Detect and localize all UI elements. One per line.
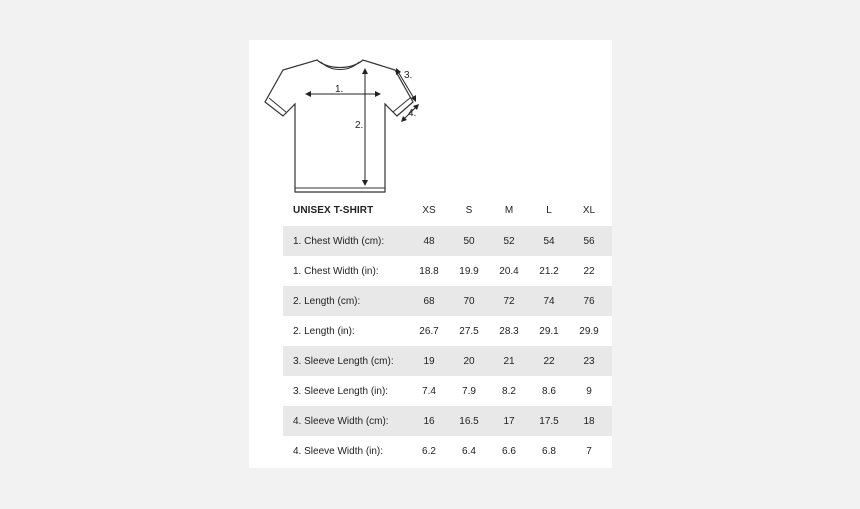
table-row <box>283 346 612 376</box>
table-row <box>283 226 612 256</box>
neck-rib <box>321 62 359 70</box>
table-cell: 54 <box>543 235 555 247</box>
left-sleeve-hem <box>269 98 286 112</box>
table-cell: 29.1 <box>539 325 559 337</box>
table-cell: 70 <box>463 295 475 307</box>
size-header-s: S <box>465 204 473 216</box>
table-row <box>283 286 612 316</box>
table-cell: 8.6 <box>542 385 556 397</box>
table-cell: 21 <box>503 355 515 367</box>
table-cell: 72 <box>503 295 515 307</box>
row-label: 1. Chest Width (cm): <box>293 235 385 247</box>
size-header-xl: XL <box>582 204 596 216</box>
sleeve-length-label: 3. <box>404 70 413 81</box>
row-label: 2. Length (cm): <box>293 295 361 307</box>
table-cell: 52 <box>503 235 515 247</box>
table-cell: 56 <box>583 235 595 247</box>
table-row <box>283 406 612 436</box>
table-cell: 76 <box>583 295 595 307</box>
sleeve-length-arrow-head-a <box>396 68 401 75</box>
table-cell: 7.4 <box>422 385 436 397</box>
table-cell: 17.5 <box>539 415 559 427</box>
table-cell: 6.4 <box>462 445 476 457</box>
length-arrow-bottom-head <box>362 180 368 186</box>
table-row <box>283 256 612 286</box>
table-cell: 6.6 <box>502 445 516 457</box>
table-cell: 20 <box>463 355 475 367</box>
row-label: 3. Sleeve Length (cm): <box>293 355 394 367</box>
table-cell: 6.2 <box>422 445 436 457</box>
row-label: 4. Sleeve Width (in): <box>293 445 384 457</box>
chest-arrow-right-head <box>375 91 381 97</box>
table-cell: 21.2 <box>539 265 559 277</box>
length-arrow-top-head <box>362 68 368 74</box>
sleeve-width-label: 4. <box>408 108 417 119</box>
table-cell: 22 <box>543 355 555 367</box>
table-cell: 9 <box>586 385 592 397</box>
table-cell: 50 <box>463 235 475 247</box>
row-label: 1. Chest Width (in): <box>293 265 379 277</box>
table-cell: 6.8 <box>542 445 556 457</box>
table-row <box>283 436 612 466</box>
table-cell: 29.9 <box>579 325 599 337</box>
size-header-m: M <box>504 204 514 216</box>
length-label: 2. <box>355 120 364 131</box>
table-cell: 8.2 <box>502 385 516 397</box>
table-cell: 16 <box>423 415 435 427</box>
table-cell: 26.7 <box>419 325 439 337</box>
table-cell: 20.4 <box>499 265 519 277</box>
table-cell: 48 <box>423 235 435 247</box>
chest-label: 1. <box>335 84 344 95</box>
tshirt-diagram <box>259 54 429 200</box>
row-label: 2. Length (in): <box>293 325 355 337</box>
size-header-xs: XS <box>422 204 436 216</box>
table-cell: 22 <box>583 265 595 277</box>
table-cell: 16.5 <box>459 415 479 427</box>
tshirt-outline <box>265 60 413 192</box>
table-row <box>283 376 612 406</box>
chest-arrow-left-head <box>305 91 311 97</box>
size-header-l: L <box>546 204 552 216</box>
row-label: 4. Sleeve Width (cm): <box>293 415 389 427</box>
row-label: 3. Sleeve Length (in): <box>293 385 389 397</box>
size-table <box>283 194 612 466</box>
table-cell: 23 <box>583 355 595 367</box>
table-header-row <box>283 194 612 226</box>
table-cell: 27.5 <box>459 325 479 337</box>
table-cell: 7.9 <box>462 385 476 397</box>
table-cell: 7 <box>586 445 592 457</box>
table-cell: 17 <box>503 415 515 427</box>
table-title: UNISEX T-SHIRT <box>293 204 374 216</box>
table-cell: 18.8 <box>419 265 439 277</box>
table-cell: 18 <box>583 415 595 427</box>
table-row <box>283 316 612 346</box>
table-cell: 19 <box>423 355 435 367</box>
table-cell: 28.3 <box>499 325 519 337</box>
table-cell: 74 <box>543 295 555 307</box>
table-cell: 19.9 <box>459 265 479 277</box>
table-cell: 68 <box>423 295 435 307</box>
size-chart-card <box>249 40 612 468</box>
